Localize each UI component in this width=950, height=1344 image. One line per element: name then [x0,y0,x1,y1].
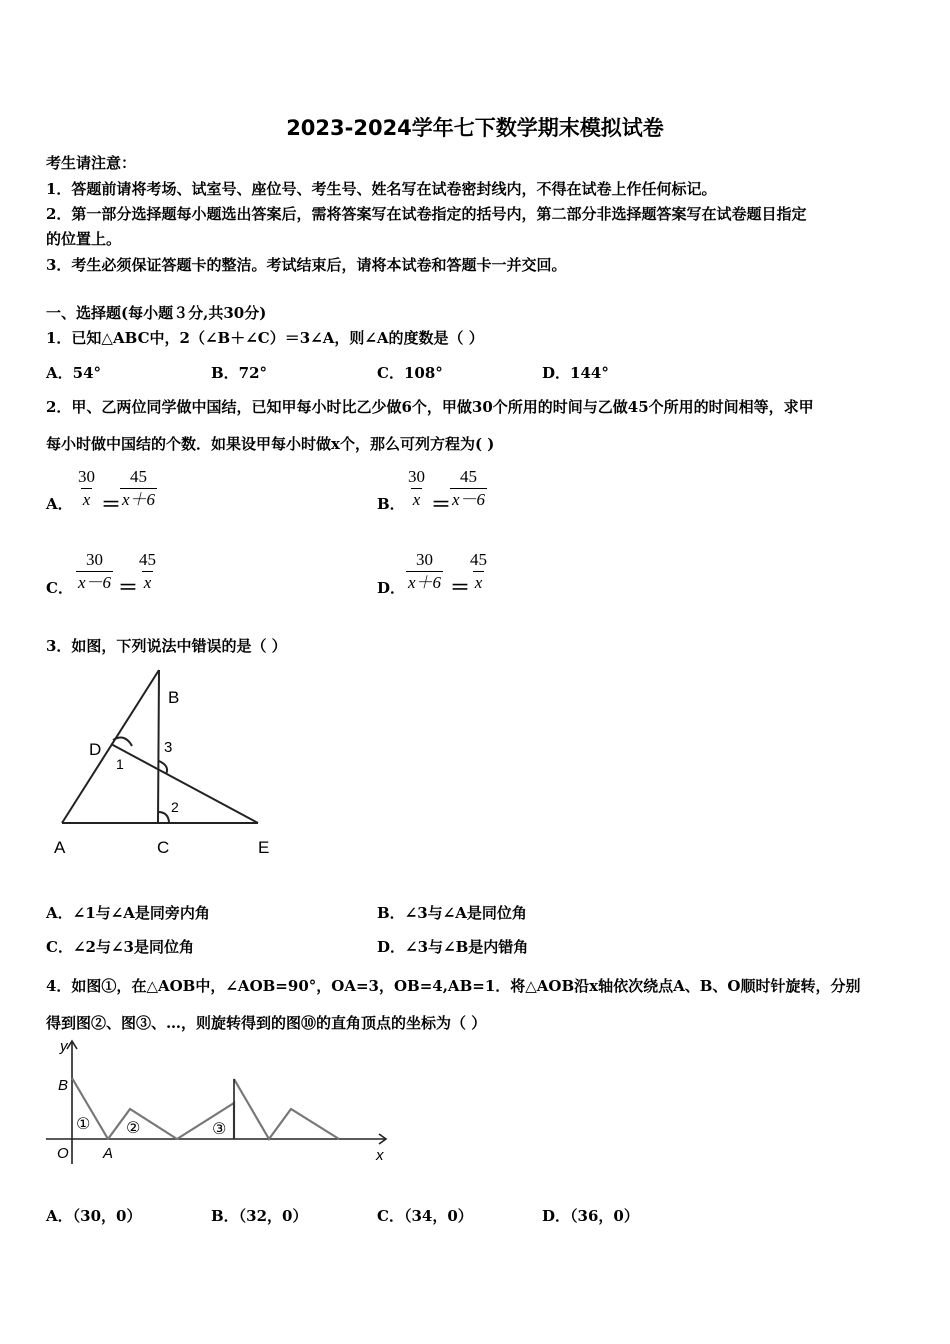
q3-option-c[interactable]: C．∠2与∠3是同位角 [46,938,194,956]
q1-option-b[interactable]: B．72° [211,364,268,382]
denominator: x＋6 [408,573,442,592]
label-b: B [168,688,180,707]
section-heading: 一、选择题(每小题３分,共30分) [46,304,267,322]
q2-d-fraction-right [468,549,489,594]
q2-option-d-label[interactable]: D． [377,579,406,597]
label-y: y [60,1038,68,1055]
q2-option-c-label[interactable]: C． [46,579,73,597]
q4-option-b[interactable]: B．（32，0） [211,1207,308,1225]
numerator: 45 [130,467,148,486]
q2-b-fraction-right [450,466,487,511]
q1-option-a[interactable]: A．54° [46,364,102,382]
q2-option-b-label[interactable]: B． [377,495,405,513]
label-angle-3: 3 [164,739,173,756]
label-c: C [157,838,170,857]
denominator: x [143,573,152,592]
q4-option-d[interactable]: D．（36，0） [542,1207,639,1225]
label-figure-2: ② [126,1120,141,1137]
denominator: x [82,490,91,509]
notice-item-1: 1．答题前请将考场、试室号、座位号、考生号、姓名写在试卷密封线内，不得在试卷上作任何标记。 [46,180,717,198]
q1-option-d[interactable]: D．144° [542,364,609,382]
label-x: x [376,1147,384,1164]
q1-option-c[interactable]: C．108° [377,364,443,382]
denominator: x [412,490,421,509]
q2-a-fraction-left [76,466,97,511]
denominator: x＋6 [122,490,156,509]
q4-stem-line2: 得到图②、图③、…，则旋转得到的图⑩的直角顶点的坐标为（ ） [46,1014,487,1032]
denominator: x－6 [78,573,112,592]
line-ab [62,670,159,823]
page-title: 2023-2024学年七下数学期末模拟试卷 [286,116,664,140]
label-figure-1: ① [76,1116,91,1133]
label-d: D [89,740,102,759]
numerator: 30 [416,550,434,569]
label-angle-1: 1 [116,756,124,772]
numerator: 45 [139,550,156,569]
numerator: 45 [470,550,487,569]
line-de [111,744,258,823]
q2-c-fraction-left [76,549,113,594]
notice-item-2-cont: 的位置上。 [46,230,122,248]
equals-sign: ＝ [431,492,451,516]
notice-heading: 考生请注意： [46,154,137,172]
triangle-2 [108,1109,177,1139]
label-angle-2: 2 [171,799,179,815]
label-e: E [258,838,270,857]
label-o: O [57,1145,69,1162]
denominator: x [474,573,483,592]
q2-a-fraction-right [120,466,157,511]
angle-2-arc [158,812,169,822]
label-a: A [54,838,66,857]
numerator: 30 [78,467,95,486]
label-figure-3: ③ [212,1121,227,1138]
numerator: 30 [86,550,104,569]
q4-figure [40,1036,400,1171]
q3-option-a[interactable]: A．∠1与∠A是同旁内角 [46,904,210,922]
q2-stem-line1: 2．甲、乙两位同学做中国结，已知甲每小时比乙少做6个，甲做30个所用的时间与乙做45个所用的时间相等，求甲 [46,398,814,416]
equals-sign: ＝ [450,575,470,599]
q4-option-c[interactable]: C．（34，0） [377,1207,473,1225]
triangle-rest [234,1079,339,1139]
label-a: A [103,1145,114,1162]
q3-option-b[interactable]: B．∠3与∠A是同位角 [377,904,527,922]
q2-d-fraction-left [406,549,443,594]
numerator: 45 [460,467,478,486]
equals-sign: ＝ [101,492,121,516]
numerator: 30 [408,467,425,486]
q2-b-fraction-left [406,466,427,511]
equals-sign: ＝ [118,575,138,599]
q4-stem-line1: 4．如图①，在△AOB中，∠AOB=90°，OA=3，OB=4,AB=1．将△AOB沿x轴依次绕点A、B、O顺时针旋转，分别 [46,977,861,995]
q3-option-d[interactable]: D．∠3与∠B是内错角 [377,938,529,956]
line-bc [158,670,159,823]
q3-figure [40,660,290,865]
notice-item-2: 2．第一部分选择题每小题选出答案后，需将答案写在试卷指定的括号内，第二部分非选择题答案写在试卷题目指定 [46,205,807,223]
notice-item-3: 3．考生必须保证答题卡的整洁。考试结束后，请将本试卷和答题卡一并交回。 [46,256,567,274]
q1-stem: 1．已知△ABC中，2（∠B＋∠C）＝3∠A，则∠A的度数是（ ） [46,329,484,347]
q2-option-a-label[interactable]: A． [46,495,73,513]
q3-stem: 3．如图，下列说法中错误的是（ ） [46,637,287,655]
label-b: B [58,1077,69,1094]
q4-option-a[interactable]: A．（30，0） [46,1207,142,1225]
q2-stem-line2: 每小时做中国结的个数．如果设甲每小时做x个，那么可列方程为( ) [46,435,495,453]
denominator: x－6 [452,490,486,509]
q2-c-fraction-right [137,549,158,594]
angle-1-arc [113,738,132,746]
